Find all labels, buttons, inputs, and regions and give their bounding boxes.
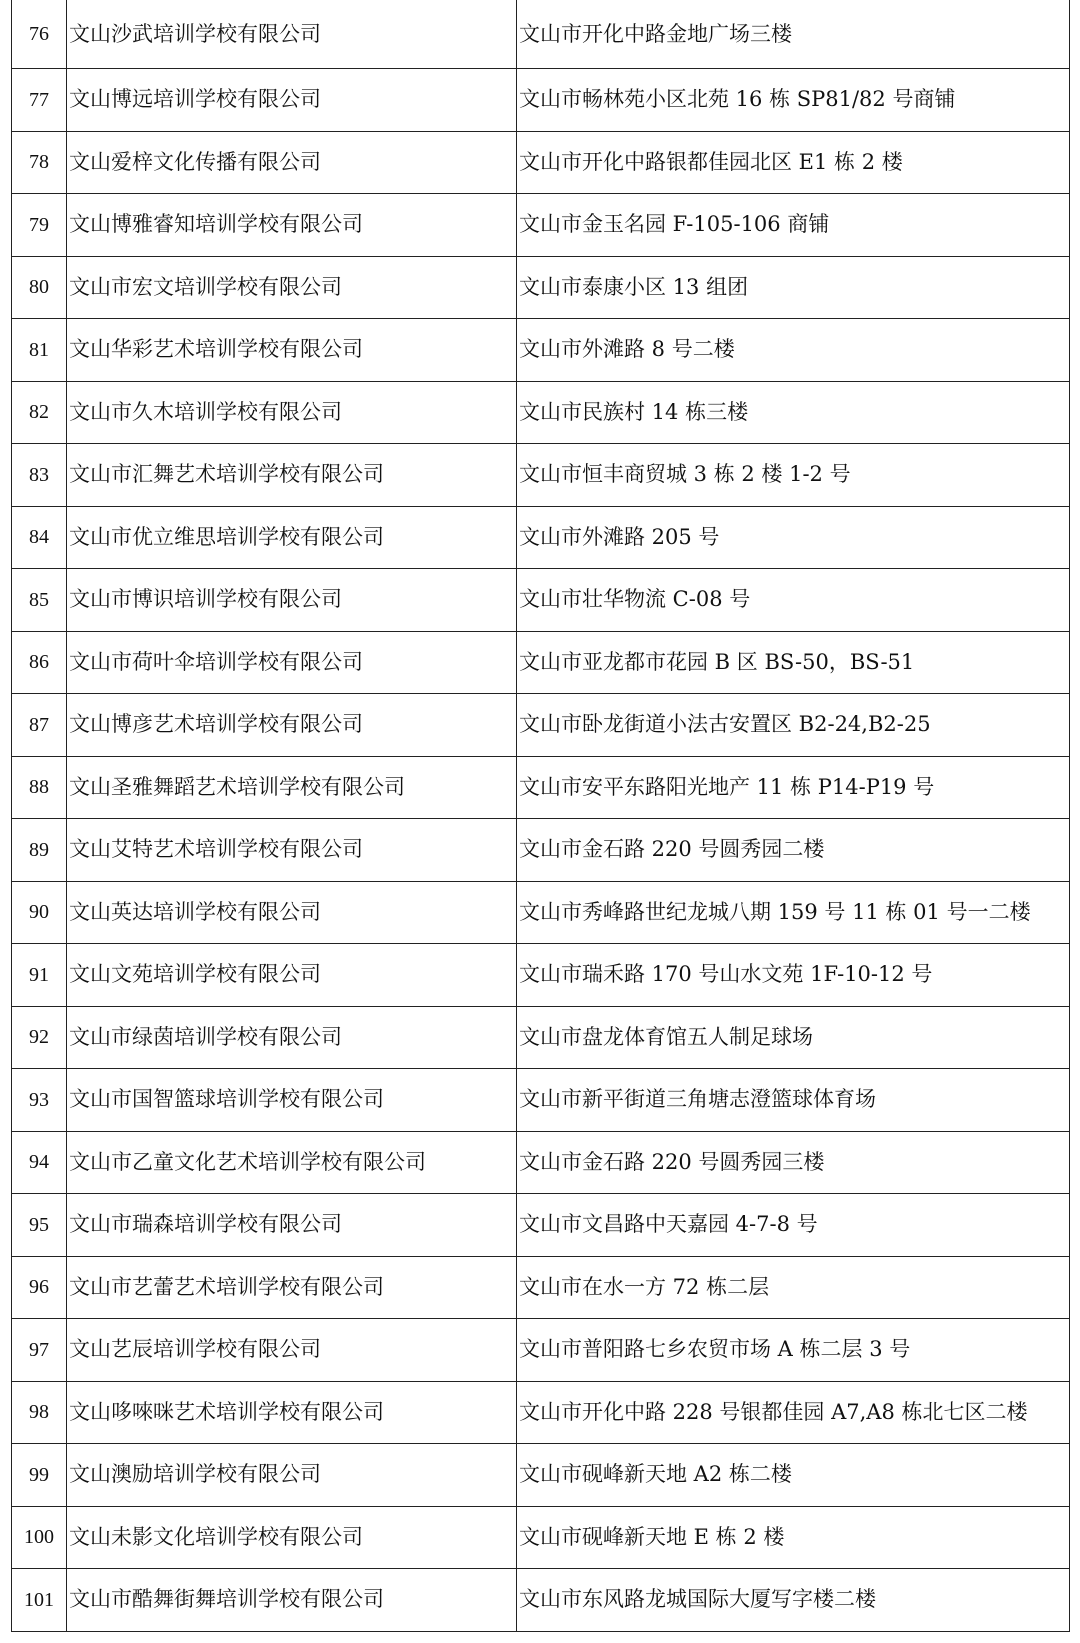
row-number-cell: 84: [12, 506, 67, 569]
row-number-cell: 94: [12, 1131, 67, 1194]
row-number-cell: 85: [12, 569, 67, 632]
table-row: [12, 1319, 1070, 1382]
row-number-cell: 99: [12, 1444, 67, 1507]
row-number-cell: 91: [12, 944, 67, 1007]
row-number-cell: 95: [12, 1194, 67, 1257]
institution-name-cell: 文山市乙童文化艺术培训学校有限公司: [67, 1131, 517, 1194]
institution-address-cell: 文山市文昌路中天嘉园 4-7-8 号: [517, 1194, 1070, 1257]
table-body: [12, 0, 1070, 1631]
institution-address-cell: 文山市秀峰路世纪龙城八期 159 号 11 栋 01 号一二楼: [517, 881, 1070, 944]
institution-address-cell: 文山市砚峰新天地 A2 栋二楼: [517, 1444, 1070, 1507]
table-row: [12, 694, 1070, 757]
institution-address-cell: 文山市泰康小区 13 组团: [517, 256, 1070, 319]
row-number-cell: 82: [12, 381, 67, 444]
row-number-cell: 80: [12, 256, 67, 319]
institution-name-cell: 文山爱梓文化传播有限公司: [67, 131, 517, 194]
document-page: [11, 0, 1069, 1632]
row-number-cell: 83: [12, 444, 67, 507]
institution-name-cell: 文山市久木培训学校有限公司: [67, 381, 517, 444]
table-row: [12, 1381, 1070, 1444]
institution-name-cell: 文山市汇舞艺术培训学校有限公司: [67, 444, 517, 507]
table-row: [12, 131, 1070, 194]
institution-name-cell: 文山市国智篮球培训学校有限公司: [67, 1069, 517, 1132]
institution-name-cell: 文山市宏文培训学校有限公司: [67, 256, 517, 319]
table-row: [12, 1194, 1070, 1257]
institution-address-cell: 文山市金玉名园 F-105-106 商铺: [517, 194, 1070, 257]
institution-address-cell: 文山市金石路 220 号圆秀园二楼: [517, 819, 1070, 882]
institution-address-cell: 文山市恒丰商贸城 3 栋 2 楼 1-2 号: [517, 444, 1070, 507]
table-row: [12, 69, 1070, 132]
institution-name-cell: 文山艾特艺术培训学校有限公司: [67, 819, 517, 882]
institution-address-cell: 文山市砚峰新天地 E 栋 2 楼: [517, 1506, 1070, 1569]
row-number-cell: 90: [12, 881, 67, 944]
institution-address-cell: 文山市安平东路阳光地产 11 栋 P14-P19 号: [517, 756, 1070, 819]
row-number-cell: 87: [12, 694, 67, 757]
institution-address-cell: 文山市在水一方 72 栋二层: [517, 1256, 1070, 1319]
institution-address-cell: 文山市东风路龙城国际大厦写字楼二楼: [517, 1569, 1070, 1632]
institution-name-cell: 文山艺辰培训学校有限公司: [67, 1319, 517, 1382]
table-row: [12, 381, 1070, 444]
table-row: [12, 1131, 1070, 1194]
row-number-cell: 86: [12, 631, 67, 694]
table-row: [12, 756, 1070, 819]
institution-name-cell: 文山澳励培训学校有限公司: [67, 1444, 517, 1507]
institution-name-cell: 文山博远培训学校有限公司: [67, 69, 517, 132]
table-row: [12, 194, 1070, 257]
table-row: [12, 1444, 1070, 1507]
institution-address-cell: 文山市开化中路银都佳园北区 E1 栋 2 楼: [517, 131, 1070, 194]
table-row: [12, 319, 1070, 382]
institution-name-cell: 文山市艺蕾艺术培训学校有限公司: [67, 1256, 517, 1319]
institution-name-cell: 文山沙武培训学校有限公司: [67, 0, 517, 69]
institution-name-cell: 文山博雅睿知培训学校有限公司: [67, 194, 517, 257]
row-number-cell: 88: [12, 756, 67, 819]
table-row: [12, 444, 1070, 507]
institution-address-cell: 文山市壮华物流 C-08 号: [517, 569, 1070, 632]
institution-address-cell: 文山市普阳路七乡农贸市场 A 栋二层 3 号: [517, 1319, 1070, 1382]
institution-name-cell: 文山市优立维思培训学校有限公司: [67, 506, 517, 569]
table-row: [12, 881, 1070, 944]
row-number-cell: 101: [12, 1569, 67, 1632]
table-row: [12, 569, 1070, 632]
institution-address-cell: 文山市开化中路金地广场三楼: [517, 0, 1070, 69]
institution-name-cell: 文山市博识培训学校有限公司: [67, 569, 517, 632]
table-row: [12, 256, 1070, 319]
institution-name-cell: 文山文苑培训学校有限公司: [67, 944, 517, 1007]
table-row: [12, 1506, 1070, 1569]
table-row: [12, 1569, 1070, 1632]
table-row: [12, 631, 1070, 694]
row-number-cell: 97: [12, 1319, 67, 1382]
institution-address-cell: 文山市畅林苑小区北苑 16 栋 SP81/82 号商铺: [517, 69, 1070, 132]
institution-table: [11, 0, 1070, 1632]
institution-address-cell: 文山市外滩路 8 号二楼: [517, 319, 1070, 382]
institution-address-cell: 文山市亚龙都市花园 B 区 BS-50，BS-51: [517, 631, 1070, 694]
row-number-cell: 96: [12, 1256, 67, 1319]
row-number-cell: 89: [12, 819, 67, 882]
row-number-cell: 92: [12, 1006, 67, 1069]
institution-address-cell: 文山市盘龙体育馆五人制足球场: [517, 1006, 1070, 1069]
institution-address-cell: 文山市开化中路 228 号银都佳园 A7,A8 栋北七区二楼: [517, 1381, 1070, 1444]
institution-address-cell: 文山市民族村 14 栋三楼: [517, 381, 1070, 444]
institution-address-cell: 文山市瑞禾路 170 号山水文苑 1F-10-12 号: [517, 944, 1070, 1007]
institution-name-cell: 文山圣雅舞蹈艺术培训学校有限公司: [67, 756, 517, 819]
institution-name-cell: 文山市酷舞街舞培训学校有限公司: [67, 1569, 517, 1632]
row-number-cell: 77: [12, 69, 67, 132]
institution-name-cell: 文山博彦艺术培训学校有限公司: [67, 694, 517, 757]
institution-name-cell: 文山市荷叶伞培训学校有限公司: [67, 631, 517, 694]
row-number-cell: 79: [12, 194, 67, 257]
table-row: [12, 944, 1070, 1007]
institution-address-cell: 文山市金石路 220 号圆秀园三楼: [517, 1131, 1070, 1194]
row-number-cell: 98: [12, 1381, 67, 1444]
institution-name-cell: 文山英达培训学校有限公司: [67, 881, 517, 944]
row-number-cell: 78: [12, 131, 67, 194]
row-number-cell: 93: [12, 1069, 67, 1132]
row-number-cell: 81: [12, 319, 67, 382]
row-number-cell: 76: [12, 0, 67, 69]
table-row: [12, 1006, 1070, 1069]
institution-name-cell: 文山华彩艺术培训学校有限公司: [67, 319, 517, 382]
institution-name-cell: 文山市瑞森培训学校有限公司: [67, 1194, 517, 1257]
table-row: [12, 0, 1070, 69]
institution-name-cell: 文山哆唻咪艺术培训学校有限公司: [67, 1381, 517, 1444]
institution-address-cell: 文山市外滩路 205 号: [517, 506, 1070, 569]
institution-address-cell: 文山市新平街道三角塘志澄篮球体育场: [517, 1069, 1070, 1132]
table-row: [12, 819, 1070, 882]
table-row: [12, 506, 1070, 569]
institution-address-cell: 文山市卧龙街道小法古安置区 B2-24,B2-25: [517, 694, 1070, 757]
institution-name-cell: 文山未影文化培训学校有限公司: [67, 1506, 517, 1569]
institution-name-cell: 文山市绿茵培训学校有限公司: [67, 1006, 517, 1069]
table-row: [12, 1069, 1070, 1132]
table-row: [12, 1256, 1070, 1319]
row-number-cell: 100: [12, 1506, 67, 1569]
